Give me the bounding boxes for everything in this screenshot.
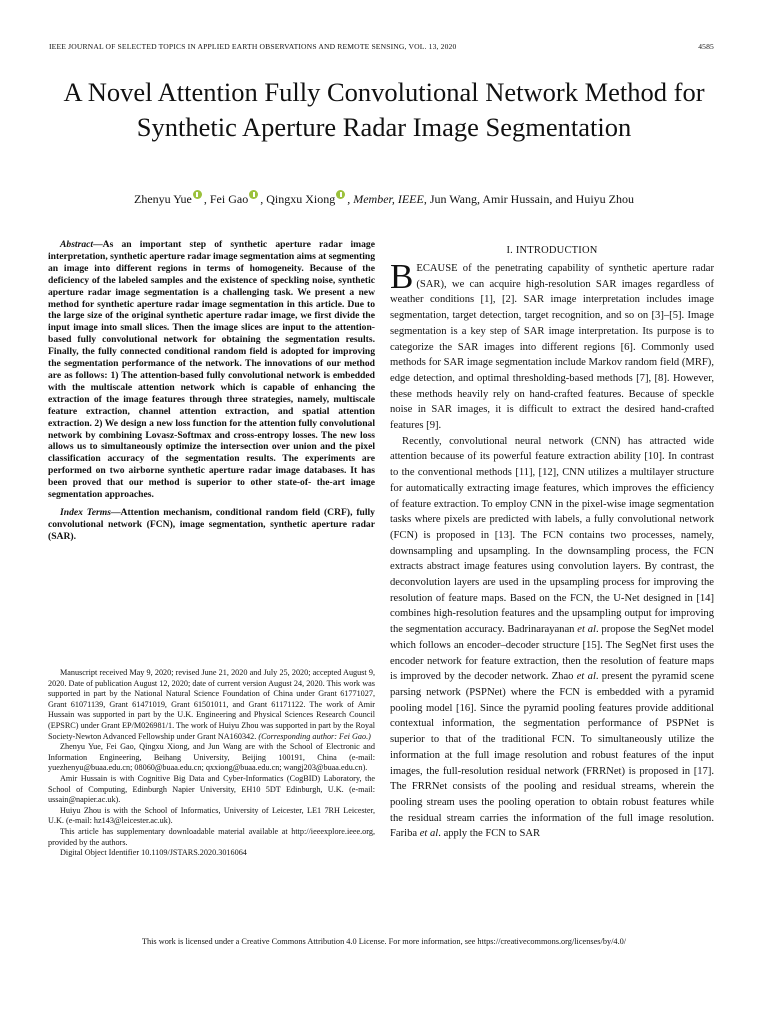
footnote-supplementary: This article has supplementary downloadable material available at http://ieeexplore.ieee.org, provided by the authors. <box>48 826 375 847</box>
footnote-affiliation: Amir Hussain is with Cognitive Big Data and Cyber-Informatics (CogBID) Laboratory, the School of Computing, Edinburgh Napier University, EH10 5DT Edinburgh, U.K. (e-mail: ussain@napier.ac.uk). <box>48 773 375 805</box>
left-column <box>48 239 375 543</box>
abstract-label: Abstract <box>60 239 94 250</box>
footnote-received: Manuscript received May 9, 2020; revised June 21, 2020 and July 25, 2020; accepted August 9, 2020. Date of publication August 12, 2020; date of current version August 24, 2020. This work was supported in part by the National Natural Science Foundation of China under Grant 61771027, Grant 61071139, Grant 61471019, Grant 61501011, and Grant 61171122. The work of Amir Hussain was supported in part by the U.K. Engineering and Physical Sciences Research Council (EPSRC) under Grant EP/M026981/1. The work of Huiyu Zhou was supported in part by the Royal Society-Newton Advanced Fellowship under Grant NA160342. (Corresponding author: Fei Gao.) <box>48 668 375 741</box>
index-terms-text: —Attention mechanism, conditional random field (CRF), fully convolutional network (FCN), image segmentation, synthetic aperture radar (SAR). <box>48 506 375 542</box>
index-terms <box>48 507 375 543</box>
journal-name: IEEE JOURNAL OF SELECTED TOPICS IN APPLIED EARTH OBSERVATIONS AND REMOTE SENSING, VOL. 13, 2020 <box>49 42 457 51</box>
footnote-affiliation: Zhenyu Yue, Fei Gao, Qingxu Xiong, and Jun Wang are with the School of Electronic and Information Engineering, Beihang University, Beijing 100191, China (e-mail: yuezhenyu@buaa.edu.cn; 08060@buaa.edu.cn; qxxiong@buaa.edu.cn; wangj203@buaa.edu.cn). <box>48 742 375 773</box>
orcid-icon[interactable] <box>336 190 345 199</box>
intro-paragraph: Recently, convolutional neural network (CNN) has attracted wide attention because of its powerful feature extraction ability [10]. In contrast to the conventional methods [11], [12], CNN utilizes a multilayer structure for automatically extracting image features, which improves the efficiency of feature extraction. To employ CNN in the pixel-wise image segmentation tasks where pixels are predicted with labels, a fully convolutional network (FCN) is proposed in [13]. The FCN contains two processes, namely, downsampling and upsampling. In the downsampling process, the FCN extracts abstract image features using convolution layers. By contrast, the deconvolution layers are used in the upsampling process for improving the resolution of feature maps. Based on the FCN, the U-Net designed in [14] combines high-resolution features and the upsampling output for improving the segmentation accuracy. Badrinarayanan et al. propose the SegNet model which follows an encoder–decoder structure [15]. The SegNet first uses the encoder network for feature extraction, then the resolution of feature maps is improved by the decoder network. Zhao et al. present the pyramid scene parsing network (PSPNet) where the FCN is embedded with a pyramid pooling model [16]. Since the pyramid pooling features provide additional contextual information, the segmentation performance of PSPNet is superior to that of the traditional FCN. To simultaneously utilize the information at the full image resolution and robust features of the input images, the full-resolution residual network (FRRNet) is proposed in [17]. The FRRNet consists of the pooling and residual streams, wherein the pooling stream uses the pooling operation to obtain robust features while the residual stream carries the information of the full image resolution. Fariba et al. apply the FCN to SAR <box>390 435 714 840</box>
running-header <box>49 42 714 56</box>
author-list: Zhenyu Yue , Fei Gao , Qingxu Xiong , Member, IEEE, Jun Wang, Amir Hussain, and Huiyu Zhou <box>134 192 634 206</box>
intro-paragraph: BECAUSE of the penetrating capability of synthetic aperture radar (SAR), we can acquire high-resolution SAR images regardless of weather conditions [1], [2]. SAR image interpretation includes image segmentation, target detection, target recognition, and so on [3]–[5]. Image segmentation is a key step of SAR image interpretation. Its purpose is to categorize the SAR images into different regions [6]. Commonly used methods for SAR image segmentation include Markov random field (MRF), edge detection, and optimal thresholding-based methods [7], [8]. However, these methods heavily rely on hand-crafted features. Because of speckle noise in SAR images, it is difficult to extract the desired hand-crafted features [9]. <box>390 257 714 432</box>
author-name: Zhenyu Yue <box>134 192 192 206</box>
index-terms-label: Index Terms <box>60 506 111 518</box>
footnote-affiliation: Huiyu Zhou is with the School of Informatics, University of Leicester, LE1 7RH Leicester, U.K. (e-mail: hz143@leicester.ac.uk). <box>48 805 375 826</box>
abstract-text: —As an important step of synthetic aperture radar image interpretation, synthetic aperture radar image segmentation aims at segmenting an image into different regions in terms of homogeneity. Because of the deficiency of the labeled samples and the existence of speckling noise, synthetic aperture radar image segmentation is a challenging task. We present a new method for synthetic aperture radar image segmentation in this article. Due to the large size of the original synthetic aperture radar image, we first divide the input image into small slices. Then the image slices are input to the attention-based fully convolutional network for obtaining the segmentation results. Finally, the fully connected conditional random field is adopted for improving the segmentation performance of the network. The innovations of our method are as follows: 1) The attention-based fully convolutional network is embedded with the multiscale attention network which is capable of enhancing the extraction of the image features through three strategies, namely, multiscale feature extraction, channel attention extraction, and spatial attention extraction. 2) We design a new loss function for the attention fully convolutional network by combining Lovasz-Softmax and cross-entropy losses. The new loss allows us to simultaneously optimize the intersection over union and the pixel classification accuracy of the segmentation results. The experiments are performed on two airborne synthetic aperture radar image databases. It has been proved that our method is superior to other state-of- the-art image segmentation approaches. <box>48 239 375 501</box>
abstract <box>48 239 375 501</box>
drop-cap: B <box>390 257 414 296</box>
orcid-icon[interactable] <box>193 190 202 199</box>
right-column <box>390 245 714 842</box>
author-name: Fei Gao <box>209 192 249 206</box>
corresponding-author: (Corresponding author: Fei Gao.) <box>258 731 371 741</box>
author-name: Qingxu Xiong <box>266 192 336 206</box>
page-number: 4585 <box>698 42 714 51</box>
footnote-doi: Digital Object Identifier 10.1109/JSTARS.2020.3016064 <box>60 848 247 858</box>
license-notice: This work is licensed under a Creative Commons Attribution 4.0 License. For more information, see https://creativecommons.org/licenses/by/4.0/ <box>141 937 627 946</box>
author-membership: Member, IEEE <box>353 192 424 206</box>
section-heading: I. INTRODUCTION <box>506 245 598 256</box>
paper-title: A Novel Attention Fully Convolutional Network Method for Synthetic Aperture Radar Image Segmentation <box>63 77 705 142</box>
footnotes <box>48 668 375 859</box>
author-names-rest: , Jun Wang, Amir Hussain, and Huiyu Zhou <box>423 192 634 206</box>
orcid-icon[interactable] <box>249 190 258 199</box>
